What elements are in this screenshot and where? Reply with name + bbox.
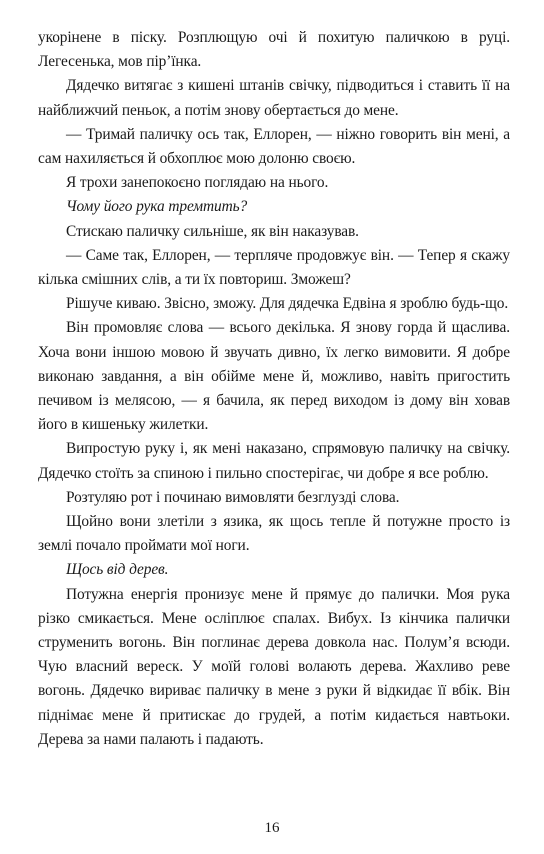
page-body-text: [38, 26, 510, 752]
paragraph: Щойно вони злетіли з язика, як щось тепле й потужне просто із землі почало проймати мої ноги.: [38, 513, 510, 555]
paragraph: — Саме так, Еллорен, — терпляче продовжує він. — Тепер я скажу кілька смішних слів, а ти їх повториш. Зможеш?: [38, 246, 510, 289]
paragraph: — Тримай паличку ось так, Еллорен, — ніжно говорить він мені, а сам нахиляється й обхоплює мою долоню своєю.: [38, 125, 510, 168]
paragraph: Стискаю паличку сильніше, як він наказував.: [66, 222, 359, 240]
italic-thought: Чому його рука тремтить?: [66, 198, 248, 216]
paragraph: Дядечко витягає з кишені штанів свічку, підводиться і ставить її на найближчий пеньок, а потім знову обертається до мене.: [38, 77, 510, 119]
paragraph: укорінене в піску. Розплющую очі й похитую паличкою в руці. Легесенька, мов пір’їнка.: [38, 29, 510, 71]
paragraph: Потужна енергія пронизує мене й прямує до палички. Моя рука різко смикається. Мене осліплює спалах. Вибух. Із кінчика палички струменить вогонь. Він поглинає дерева довкола нас. Полум’я всюди. Чую власний вереск. У моїй голові волають дерева. Жахливо реве вогонь. Дядечко вириває паличку в мене з руки й відкидає її вбік. Він піднімає мене й притискає до грудей, а потім кидається навтьоки. Дерева за нами палають і падають.: [38, 585, 510, 748]
paragraph: Рішуче киваю. Звісно, зможу. Для дядечка Едвіна я зроблю будь-що.: [66, 295, 509, 313]
italic-thought: Щось від дерев.: [66, 561, 169, 579]
paragraph: Я трохи занепокоєно поглядаю на нього.: [66, 174, 329, 192]
paragraph: Розтуляю рот і починаю вимовляти безглузді слова.: [66, 488, 400, 506]
paragraph: Випростую руку і, як мені наказано, спрямовую паличку на свічку. Дядечко стоїть за спиною і пильно спостерігає, чи добре я все роблю.: [38, 440, 510, 482]
page-number: 16: [264, 820, 280, 836]
paragraph: Він промовляє слова — всього декілька. Я знову горда й щаслива. Хоча вони іншою мовою й звучать дивно, їх легко вимовити. Я добре виконаю завдання, а він обійме мене й, можливо, навіть пригостить печивом із мелясою, — я бачила, як перед виходом із дому він ховав його в кишеньку жилетки.: [38, 319, 510, 434]
